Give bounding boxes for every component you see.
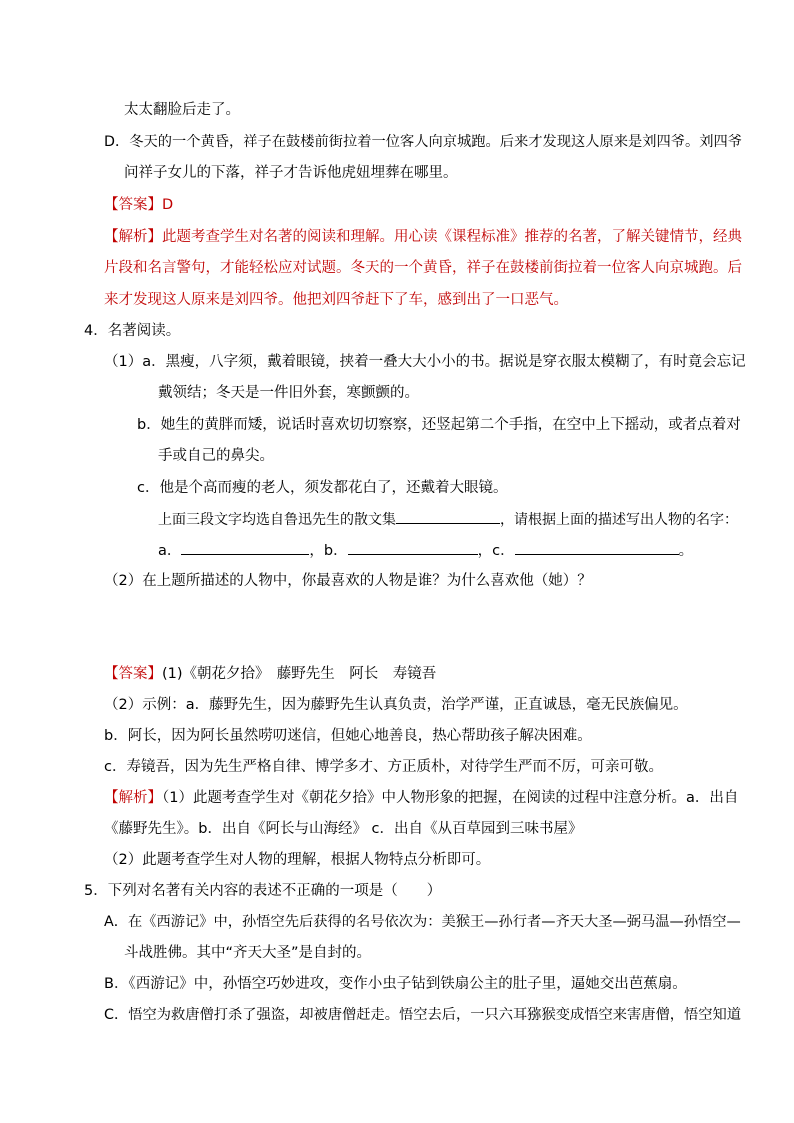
q4-answer-line3: b．阿长，因为阿长虽然唠叨迷信，但她心地善良，热心帮助孩子解决困难。 [104, 728, 592, 744]
q4-part1-b-line2: 手或自己的鼻尖。 [158, 448, 274, 464]
q5-title: 5．下列对名著有关内容的表述不正确的一项是（ ） [84, 883, 442, 899]
analysis-tag: 【解析】 [104, 229, 162, 245]
q4-part1-fill-row [158, 540, 693, 560]
q3-analysis-line1 [104, 227, 742, 247]
fill-c-label: ，c． [477, 543, 515, 559]
q3-option-c-continuation: 太太翻脸后走了。 [124, 102, 240, 118]
q5-option-b: B．《西游记》中，孙悟空巧妙进攻，变作小虫子钻到铁扇公主的肚子里，逼她交出芭蕉扇。 [104, 976, 687, 992]
q5-option-a-line1: A．在《西游记》中，孙悟空先后获得的名号依次为：美猴王—孙行者—齐天大圣—弼马温—孙悟空— [104, 914, 741, 930]
q5-option-a-line2: 斗战胜佛。其中“齐天大圣”是自封的。 [124, 945, 372, 961]
fill-a-blank[interactable] [181, 540, 309, 555]
analysis-text: 此题考查学生对名著的阅读和理解。用心读《课程标准》推荐的名著，了解关键情节，经典 [162, 229, 742, 245]
q4-part1-b-line1: b．她生的黄胖而矮，说话时喜欢切切察察，还竖起第二个手指，在空中上下摇动，或者点着对 [137, 417, 741, 433]
q5-option-c-line1: C．悟空为救唐僧打杀了强盗，却被唐僧赶走。悟空去后，一只六耳猕猴变成悟空来害唐僧，悟空知道 [104, 1007, 741, 1023]
q3-option-d-line1: D．冬天的一个黄昏，祥子在鼓楼前街拉着一位客人向京城跑。后来才发现这人原来是刘四爷。刘四爷 [104, 134, 742, 150]
prompt-text-1: 上面三段文字均选自鲁迅先生的散文集 [158, 512, 396, 528]
q4-answer-line1 [104, 664, 436, 684]
q4-part1-prompt [158, 509, 738, 529]
q4-analysis-line3: （2）此题考查学生对人物的理解，根据人物特点分析即可。 [104, 852, 491, 868]
q4-part1-a-line1: （1）a．黑瘦，八字须，戴着眼镜，挟着一叠大大小小的书。据说是穿衣服太模糊了，有时竟会忘记 [104, 354, 746, 370]
q4-answer-line4: c．寿镜吾，因为先生严格自律、博学多才、方正质朴，对待学生严而不厉，可亲可敬。 [104, 759, 663, 775]
fill-b-blank[interactable] [348, 540, 478, 555]
q3-analysis-line2: 片段和名言警句，才能轻松应对试题。冬天的一个黄昏，祥子在鼓楼前街拉着一位客人向京城跑。后 [104, 260, 742, 276]
q4-analysis-line1 [104, 788, 738, 808]
q4-analysis-line2: 《藤野先生》。b．出自《阿长与山海经》 c．出自《从百草园到三味书屋》 [104, 821, 583, 837]
answer-tag: 【答案】 [104, 197, 162, 213]
answer-text: (1)《朝花夕拾》 藤野先生 阿长 寿镜吾 [162, 666, 437, 682]
q4-part2-question: （2）在上题所描述的人物中，你最喜欢的人物是谁？为什么喜欢他（她）？ [104, 573, 592, 589]
answer-value: D [162, 197, 174, 213]
collection-blank[interactable] [396, 509, 500, 524]
analysis-text: （1）此题考查学生对《朝花夕拾》中人物形象的把握，在阅读的过程中注意分析。a．出自 [162, 790, 739, 806]
fill-a-label: a． [158, 543, 182, 559]
analysis-tag: 【解析】 [104, 790, 162, 806]
fill-c-blank[interactable] [515, 540, 679, 555]
q3-analysis-line3: 来才发现这人原来是刘四爷。他把刘四爷赶下了车，感到出了一口恶气。 [104, 292, 568, 308]
q4-answer-line2: （2）示例：a．藤野先生，因为藤野先生认真负责，治学严谨，正直诚恳，毫无民族偏见。 [104, 697, 688, 713]
fill-b-label: ，b． [309, 543, 348, 559]
prompt-text-2: ，请根据上面的描述写出人物的名字： [500, 512, 738, 528]
fill-end: 。 [678, 543, 694, 559]
answer-tag: 【答案】 [104, 666, 162, 682]
q4-title: 4．名著阅读。 [84, 323, 181, 339]
q4-part1-c: c．他是个高而瘦的老人，须发都花白了，还戴着大眼镜。 [137, 480, 508, 496]
q3-answer [104, 195, 173, 215]
q4-part1-a-line2: 戴领结；冬天是一件旧外套，寒颤颤的。 [158, 385, 419, 401]
q3-option-d-line2: 问祥子女儿的下落，祥子才告诉他虎妞埋葬在哪里。 [124, 165, 458, 181]
